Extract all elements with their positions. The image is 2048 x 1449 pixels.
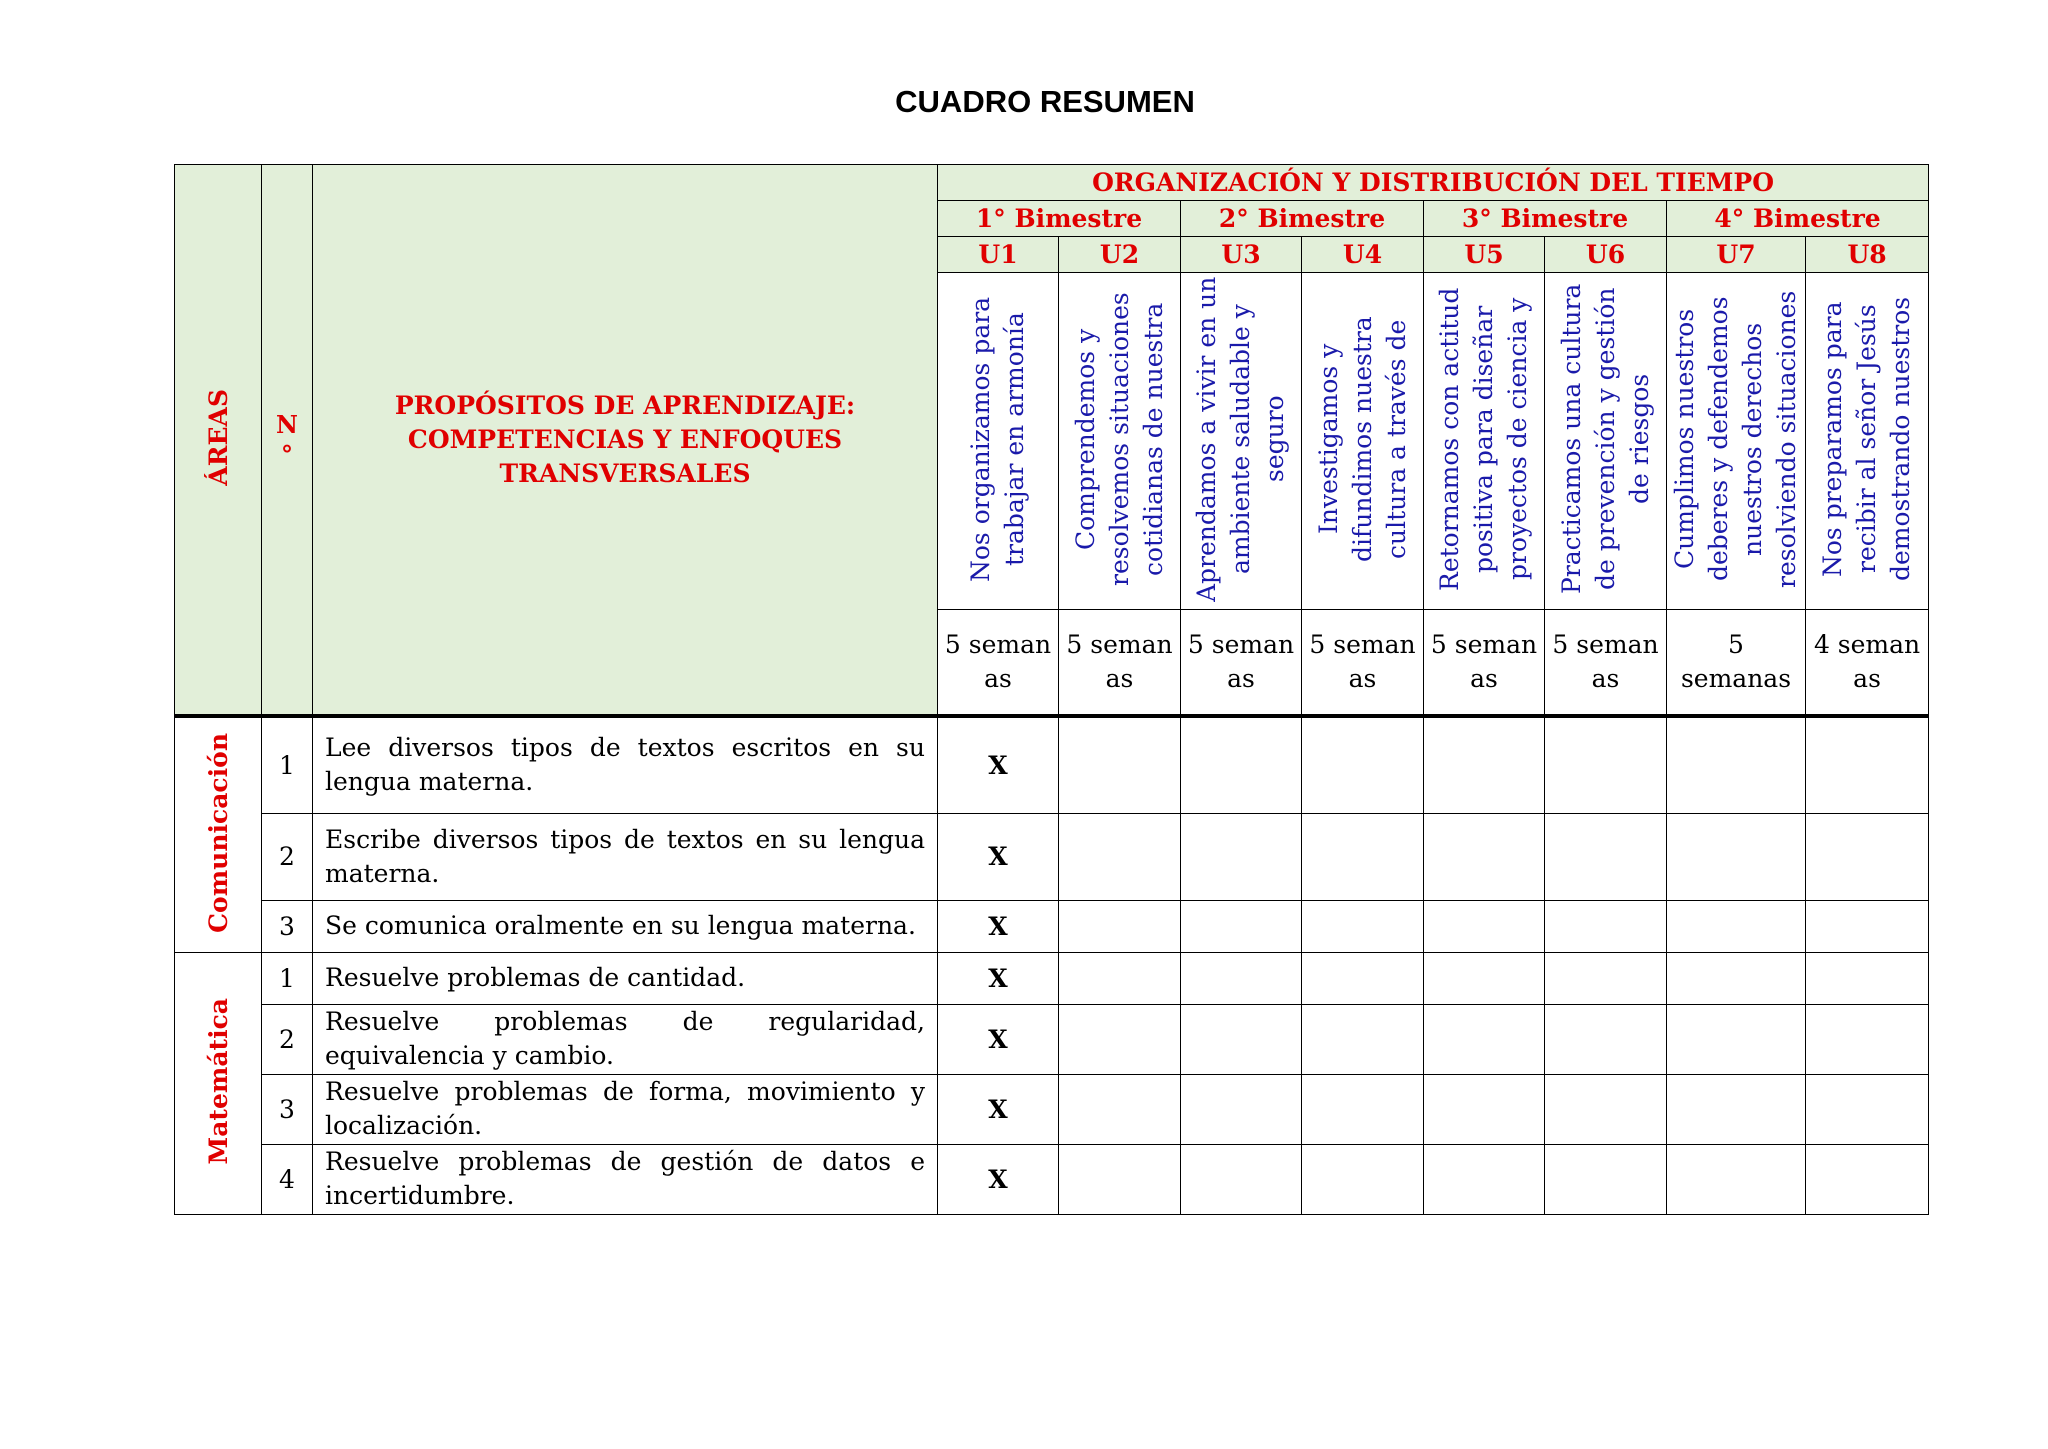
area-name: Matemática xyxy=(203,997,233,1165)
mark-cell: X xyxy=(938,813,1059,900)
area-name: Comunicación xyxy=(203,732,233,933)
competency-number: 3 xyxy=(262,900,313,952)
unit-weeks: 5 seman as xyxy=(1181,610,1302,717)
mark-cell xyxy=(1424,716,1545,813)
competency-number: 4 xyxy=(262,1144,313,1214)
mark-cell xyxy=(1806,1074,1929,1144)
competency-number: 1 xyxy=(262,952,313,1004)
number-header: N ° xyxy=(276,409,298,469)
mark-cell xyxy=(1059,1004,1181,1074)
mark-cell: X xyxy=(938,1144,1059,1214)
mark-cell xyxy=(1181,813,1302,900)
competency-number: 2 xyxy=(262,1004,313,1074)
mark-cell xyxy=(1667,716,1806,813)
unit-code: U6 xyxy=(1545,237,1667,273)
competency-text: Resuelve problemas de cantidad. xyxy=(313,952,938,1004)
unit-name: Investigamos y difundimos nuestra cultura a través de xyxy=(1313,316,1411,562)
table-row xyxy=(175,1144,1929,1214)
mark-cell xyxy=(1059,952,1181,1004)
mark-cell xyxy=(1806,1144,1929,1214)
competency-number: 2 xyxy=(262,813,313,900)
unit-code: U4 xyxy=(1302,237,1424,273)
mark-cell xyxy=(1545,716,1667,813)
unit-weeks: 5 seman as xyxy=(938,610,1059,717)
mark-cell xyxy=(1806,813,1929,900)
mark-cell xyxy=(1667,900,1806,952)
table-row xyxy=(175,900,1929,952)
mark-cell xyxy=(1302,952,1424,1004)
mark-cell xyxy=(1806,900,1929,952)
unit-code: U2 xyxy=(1059,237,1181,273)
mark-cell xyxy=(1667,952,1806,1004)
unit-name-cell xyxy=(1424,273,1545,610)
unit-name-cell xyxy=(1302,273,1424,610)
mark-cell xyxy=(1181,900,1302,952)
mark-cell xyxy=(1302,716,1424,813)
competency-text: Se comunica oralmente en su lengua materna. xyxy=(313,900,938,952)
mark-cell xyxy=(1424,813,1545,900)
unit-name-cell xyxy=(1059,273,1181,610)
mark-cell xyxy=(1181,952,1302,1004)
mark-cell xyxy=(1806,1004,1929,1074)
competency-text: Resuelve problemas de gestión de datos e incertidumbre. xyxy=(313,1144,938,1214)
mark-cell xyxy=(1302,900,1424,952)
unit-weeks: 4 seman as xyxy=(1806,610,1929,717)
mark-cell: X xyxy=(938,1004,1059,1074)
unit-name-cell xyxy=(1545,273,1667,610)
mark-cell xyxy=(1424,900,1545,952)
mark-cell xyxy=(1302,1004,1424,1074)
unit-code: U7 xyxy=(1667,237,1806,273)
mark-cell xyxy=(1424,952,1545,1004)
competency-text: Resuelve problemas de regularidad, equivalencia y cambio. xyxy=(313,1004,938,1074)
unit-code: U1 xyxy=(938,237,1059,273)
mark-cell xyxy=(1424,1004,1545,1074)
mark-cell xyxy=(1667,813,1806,900)
number-header-cell xyxy=(262,165,313,717)
competency-number: 1 xyxy=(262,716,313,813)
mark-cell xyxy=(1806,716,1929,813)
mark-cell xyxy=(1667,1004,1806,1074)
table-row xyxy=(175,716,1929,813)
mark-cell xyxy=(1545,1144,1667,1214)
bimestre-header: 3° Bimestre xyxy=(1424,201,1667,237)
mark-cell xyxy=(1424,1074,1545,1144)
unit-name: Practicamos una cultura de prevención y gestión de riesgos xyxy=(1556,283,1654,595)
table-row xyxy=(175,1004,1929,1074)
unit-name: Nos organizamos para trabajar en armonía xyxy=(966,296,1029,582)
mark-cell xyxy=(1181,1004,1302,1074)
mark-cell xyxy=(1545,952,1667,1004)
unit-name-cell xyxy=(1667,273,1806,610)
mark-cell xyxy=(1806,952,1929,1004)
area-cell xyxy=(175,952,262,1214)
mark-cell: X xyxy=(938,1074,1059,1144)
mark-cell xyxy=(1059,1074,1181,1144)
unit-name: Cumplimos nuestros deberes y defendemos nuestros derechos resolviendo situaciones xyxy=(1670,290,1801,588)
areas-header: ÁREAS xyxy=(203,389,233,486)
areas-header-cell xyxy=(175,165,262,717)
table-row xyxy=(175,952,1929,1004)
mark-cell xyxy=(1181,716,1302,813)
unit-weeks: 5 semanas xyxy=(1667,610,1806,717)
mark-cell xyxy=(1302,813,1424,900)
table-row xyxy=(175,813,1929,900)
unit-code: U5 xyxy=(1424,237,1545,273)
mark-cell xyxy=(1545,813,1667,900)
mark-cell xyxy=(1545,1004,1667,1074)
unit-name: Nos preparamos para recibir al señor Jesús demostrando nuestros xyxy=(1818,296,1916,582)
organization-header: ORGANIZACIÓN Y DISTRIBUCIÓN DEL TIEMPO xyxy=(938,165,1929,201)
mark-cell xyxy=(1545,900,1667,952)
bimestre-header: 4° Bimestre xyxy=(1667,201,1929,237)
unit-weeks: 5 seman as xyxy=(1302,610,1424,717)
summary-table xyxy=(174,164,1929,1215)
mark-cell xyxy=(1059,1144,1181,1214)
competency-text: Lee diversos tipos de textos escritos en su lengua materna. xyxy=(313,716,938,813)
mark-cell xyxy=(1667,1144,1806,1214)
bimestre-header: 1° Bimestre xyxy=(938,201,1181,237)
unit-weeks: 5 seman as xyxy=(1545,610,1667,717)
unit-name-cell xyxy=(1806,273,1929,610)
mark-cell xyxy=(1302,1144,1424,1214)
mark-cell xyxy=(1181,1074,1302,1144)
table-row xyxy=(175,1074,1929,1144)
mark-cell xyxy=(1059,813,1181,900)
mark-cell xyxy=(1302,1074,1424,1144)
mark-cell xyxy=(1545,1074,1667,1144)
unit-name: Comprendemos y resolvemos situaciones cotidianas de nuestra xyxy=(1070,292,1168,586)
mark-cell xyxy=(1059,716,1181,813)
unit-name-cell xyxy=(1181,273,1302,610)
mark-cell xyxy=(1059,900,1181,952)
competency-text: Resuelve problemas de forma, movimiento y localización. xyxy=(313,1074,938,1144)
unit-weeks: 5 seman as xyxy=(1424,610,1545,717)
mark-cell: X xyxy=(938,952,1059,1004)
unit-weeks: 5 seman as xyxy=(1059,610,1181,717)
competency-number: 3 xyxy=(262,1074,313,1144)
bimestre-header: 2° Bimestre xyxy=(1181,201,1424,237)
mark-cell xyxy=(1424,1144,1545,1214)
unit-code: U8 xyxy=(1806,237,1929,273)
unit-code: U3 xyxy=(1181,237,1302,273)
page-title: CUADRO RESUMEN xyxy=(895,84,1195,119)
mark-cell xyxy=(1667,1074,1806,1144)
unit-name: Retornamos con actitud positiva para diseñar proyectos de ciencia y xyxy=(1435,287,1532,591)
unit-name-cell xyxy=(938,273,1059,610)
mark-cell: X xyxy=(938,716,1059,813)
area-cell xyxy=(175,716,262,952)
mark-cell: X xyxy=(938,900,1059,952)
unit-name: Aprendamos a vivir en un ambiente saludable y seguro xyxy=(1192,276,1289,602)
purposes-header: PROPÓSITOS DE APRENDIZAJE: COMPETENCIAS Y ENFOQUES TRANSVERSALES xyxy=(313,165,938,717)
mark-cell xyxy=(1181,1144,1302,1214)
competency-text: Escribe diversos tipos de textos en su lengua materna. xyxy=(313,813,938,900)
